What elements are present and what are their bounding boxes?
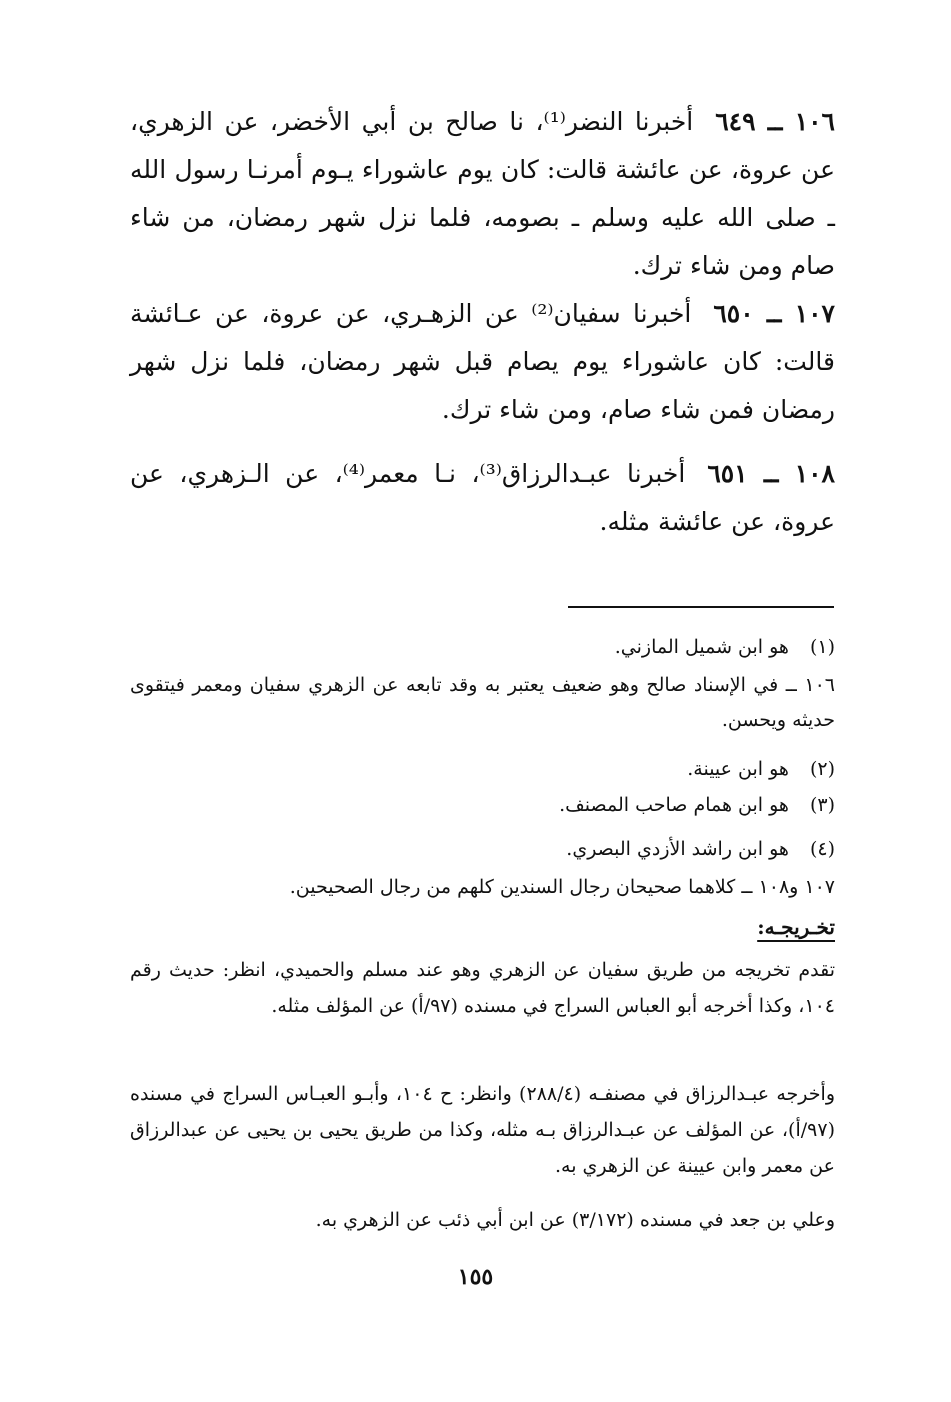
hadith-number: ١٠٨ ــ ٦٥١ [707,459,835,488]
hadith-107 [130,290,835,434]
takhrij-paragraph: وأخرجه عبـدالرزاق في مصنفـه (٢٨٨/٤) وانظر: ح ١٠٤، وأبـو العبـاس السراج في مسنده (٩٧/أ)، عن المؤلف عن عبـدالرزاق بـه مثله، وكذا من طريق يحيى بن يحيى عن عبدالرزاق عن معمر وابن عيينة عن الزهري به. [130,1083,835,1177]
footnote-divider [568,606,834,608]
note-106 [130,668,835,738]
note-marker: ١٠٦ ــ [785,674,835,696]
hadith-text: أخبرنا عبـدالرزاق⁽³⁾، نـا معمر⁽⁴⁾، عن الـزهري، عن عروة، عن عائشة مثله. [130,459,835,536]
hadith-number: ١٠٧ ــ ٦٥٠ [713,299,835,328]
note-marker: ١٠٧ و١٠٨ ــ [741,876,835,898]
takhrij-heading: تخـريجـه: [757,915,835,939]
footnote-marker: (١) [809,636,835,658]
footnote-2 [130,752,835,787]
footnote-3 [130,788,835,823]
footnote-marker: (٤) [809,838,835,860]
footnote-marker: (٢) [809,758,835,780]
note-107-108 [130,870,835,905]
hadith-106 [130,98,835,290]
footnote-text: هو ابن عيينة. [687,758,789,780]
hadith-text: أخبرنا النضر⁽¹⁾، نا صالح بن أبي الأخضر، عن الزهري، عن عروة، عن عائشة قالت: كان يوم عاشوراء يـوم أمرنـا رسول الله ـ صلى الله عليه وسلم ـ بصومه، فلما نزل شهر رمضان، من شاء صام ومن شاء ترك. [130,107,835,280]
hadith-text: أخبرنا سفيان⁽²⁾ عن الزهـري، عن عروة، عن عـائشة قالت: كان عاشوراء يوم يصام قبل شهر رمضان، فلما نزل شهر رمضان فمن شاء صام، ومن شاء ترك. [130,299,835,424]
footnote-1 [130,630,835,665]
footnote-4 [130,832,835,867]
takhrij-paragraph: تقدم تخريجه من طريق سفيان عن الزهري وهو عند مسلم والحميدي، انظر: حديث رقم ١٠٤، وكذا أخرجه أبو العباس السراج في مسنده (٩٧/أ) عن المؤلف مثله. [130,959,835,1017]
note-text: كلاهما صحيحان رجال السندين كلهم من رجال الصحيحين. [289,876,736,898]
footnote-marker: (٣) [809,794,835,816]
footnote-text: هو ابن همام صاحب المصنف. [559,794,789,816]
takhrij-paragraph: وعلي بن جعد في مسنده (٣/١٧٢) عن ابن أبي ذئب عن الزهري به. [315,1209,835,1231]
hadith-108 [130,450,835,546]
footnote-text: هو ابن راشد الأزدي البصري. [566,838,789,860]
footnote-text: هو ابن شميل المازني. [614,636,789,658]
note-text: في الإسناد صالح وهو ضعيف يعتبر به وقد تابعه عن الزهري سفيان ومعمر فيتقوى حديثه ويحسن. [130,674,835,731]
hadith-number: ١٠٦ ــ ٦٤٩ [715,107,835,136]
page-number: ١٥٥ [457,1264,494,1290]
